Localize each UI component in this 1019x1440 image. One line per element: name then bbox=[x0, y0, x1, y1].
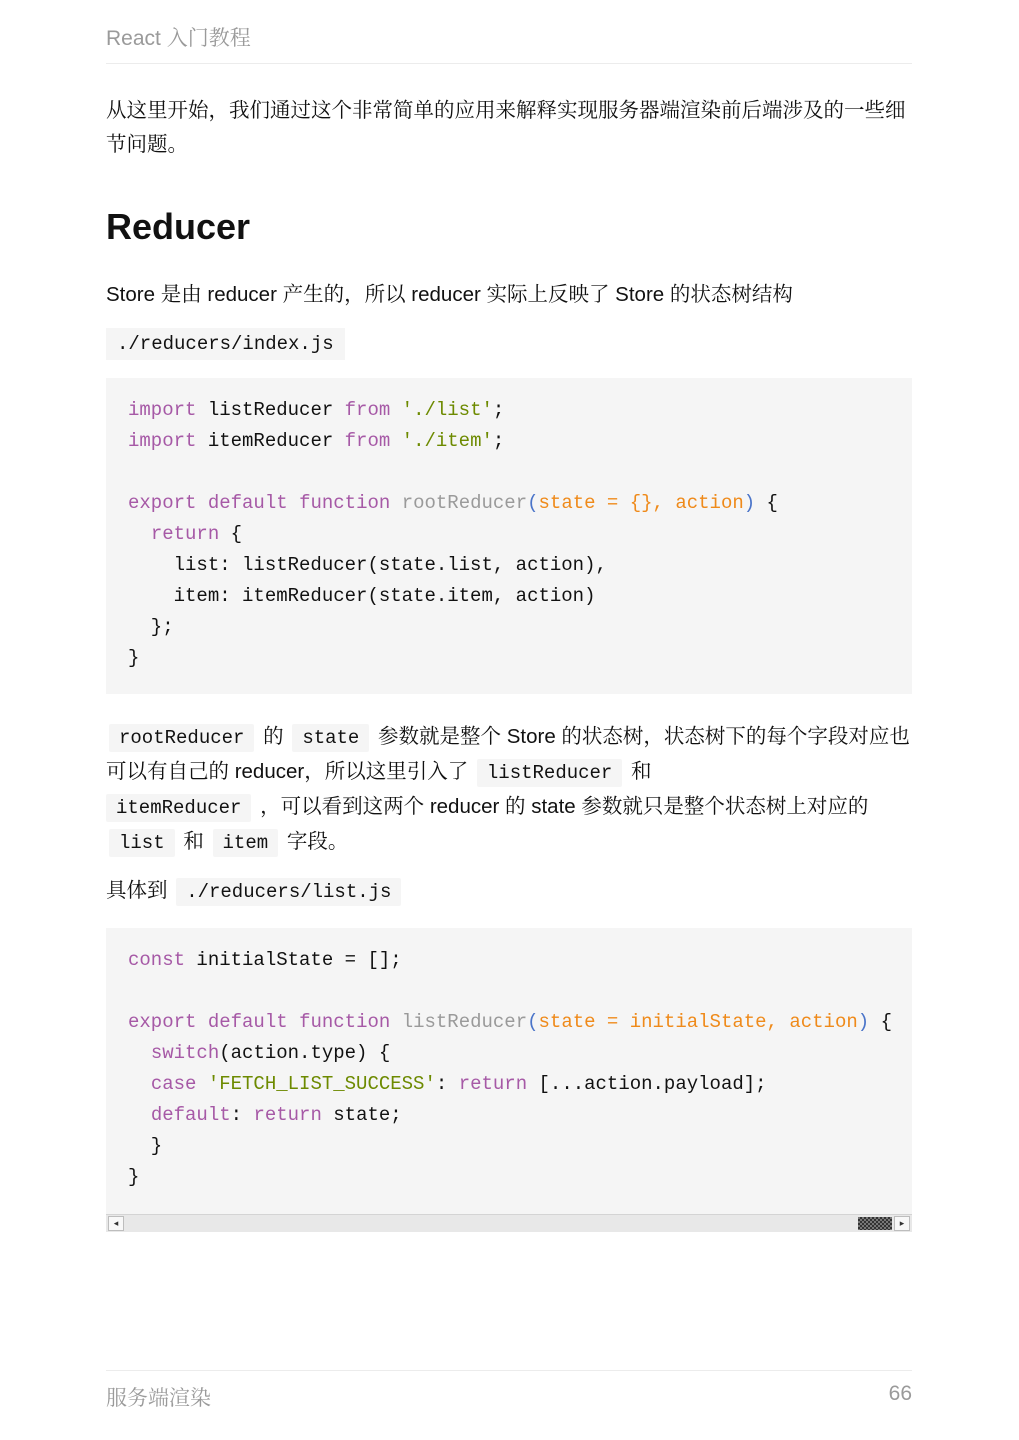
inline-code: ./reducers/list.js bbox=[176, 878, 401, 906]
inline-code: list bbox=[109, 829, 175, 857]
scrollbar-thumb[interactable] bbox=[858, 1217, 892, 1230]
inline-code: listReducer bbox=[477, 759, 622, 787]
running-header: React 入门教程 bbox=[106, 27, 251, 50]
scroll-left-arrow-icon[interactable]: ◂ bbox=[108, 1216, 124, 1231]
root-paragraph: rootReducer 的 state 参数就是整个 Store 的状态树，状态树下的每个字段对应也可以有自己的 reducer，所以这里引入了 listReducer 和 itemReducer ，可以看到这两个 reducer 的 state 参数就只是整个状态树上对应的 list 和 item 字段。 bbox=[106, 720, 912, 860]
page-number: 66 bbox=[888, 1382, 912, 1405]
footer-divider bbox=[106, 1370, 912, 1371]
inline-code: itemReducer bbox=[106, 794, 251, 822]
section-heading: Reducer bbox=[106, 206, 251, 247]
list-intro-paragraph: 具体到 ./reducers/list.js bbox=[106, 874, 912, 909]
filename-label: ./reducers/index.js bbox=[106, 328, 345, 360]
intro-paragraph: 从这里开始，我们通过这个非常简单的应用来解释实现服务器端渲染前后端涉及的一些细节问题。 bbox=[106, 99, 906, 156]
inline-code: state bbox=[292, 724, 369, 752]
page bbox=[106, 0, 912, 1440]
inline-code: rootReducer bbox=[109, 724, 254, 752]
code-index: import listReducer from './list'; import itemReducer from './item'; export default function rootReducer(state = {}, action) { return { list: listReducer(state.list, action), item: itemReducer(state.item, action) }; } bbox=[128, 399, 778, 669]
inline-code: item bbox=[213, 829, 279, 857]
code-list: const initialState = []; export default function listReducer(state = initialState, action) { switch(action.type) { case 'FETCH_LIST_SUCCESS': return [...action.payload]; default: return state; } } bbox=[128, 949, 892, 1188]
horizontal-scrollbar[interactable] bbox=[106, 1214, 912, 1232]
footer-chapter-title: 服务端渲染 bbox=[106, 1387, 211, 1410]
code-block-list[interactable] bbox=[106, 928, 912, 1232]
code-block-index bbox=[106, 378, 912, 694]
scroll-right-arrow-icon[interactable]: ▸ bbox=[894, 1216, 910, 1231]
store-paragraph: Store 是由 reducer 产生的，所以 reducer 实际上反映了 Store 的状态树结构 bbox=[106, 283, 793, 306]
header-divider bbox=[106, 63, 912, 64]
